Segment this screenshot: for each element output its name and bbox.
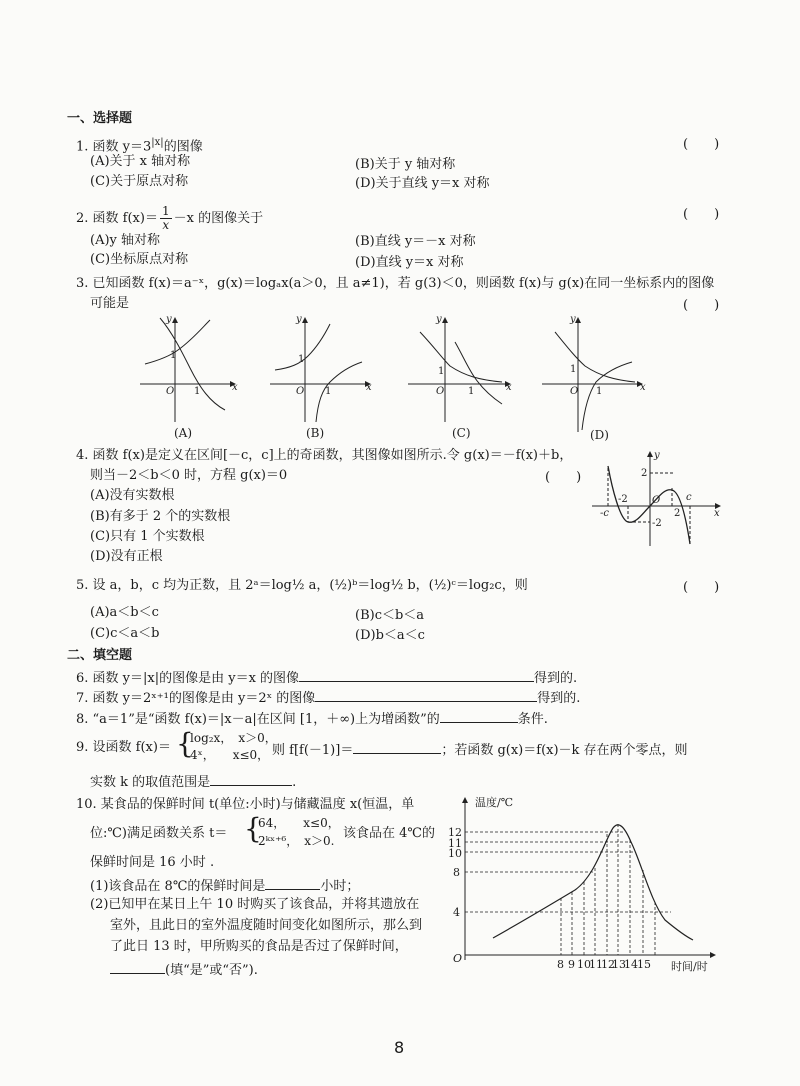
xtick-12: 12	[601, 958, 615, 971]
q10-brace: {	[244, 812, 262, 845]
question-5-stem: 5. 设 a，b，c 均为正数，且 2ᵃ＝log½ a，(½)ᵇ＝log½ b，(½)ᶜ＝log₂c，则	[76, 578, 528, 593]
q1-option-b: (B)关于 y 轴对称	[355, 157, 456, 172]
question-1-stem: 1. 函数 $y=3^{|x|}$的图像	[76, 137, 203, 155]
q4-label-2: 2	[641, 468, 648, 479]
question-9-part: 则 f[f(－1)]＝ ；若函数 g(x)＝f(x)－k 存在两个零点，则	[272, 740, 688, 759]
question-4-stem-2: 则当－2＜b＜0 时，方程 g(x)＝0	[90, 468, 288, 483]
q4-option-c: (C)只有 1 个实数根	[90, 529, 205, 544]
q3a-origin: O	[166, 386, 175, 397]
q2-option-d: (D)直线 y＝x 对称	[355, 255, 464, 270]
question-10-part2-l1: (2)已知甲在某日上午 10 时购买了该食品，并将其遗放在	[90, 897, 420, 912]
q3d-axis-x: x	[640, 382, 646, 393]
q1-option-c: (C)关于原点对称	[90, 174, 189, 189]
q3c-axis-x: x	[506, 382, 512, 393]
q3d-one-x: 1	[596, 386, 603, 397]
q10-answer-blank-2[interactable]	[110, 960, 165, 974]
q3-label-b: (B)	[306, 426, 325, 440]
question-10-part2-l3: 了此日 13 时，甲所购买的食品是否过了保鲜时间，	[110, 939, 408, 954]
chart-ylabel: 温度/℃	[475, 796, 514, 809]
q9-case-1: log₂x， x＞0，	[190, 731, 277, 745]
xtick-15: 15	[637, 958, 651, 971]
chart-origin: O	[453, 952, 463, 965]
q9-answer-blank-1[interactable]	[353, 740, 441, 754]
chart-xlabel: 时间/时	[671, 960, 708, 973]
q5-option-b: (B)c＜b＜a	[355, 608, 425, 623]
ytick-12: 12	[448, 826, 462, 839]
section-title-fill: 二、填空题	[67, 648, 133, 663]
question-4-stem: 4. 函数 f(x)是定义在区间[－c，c]上的奇函数，其图像如图所示.令 g(x)＝－f(x)＋b，	[76, 448, 573, 463]
q2-option-a: (A)y 轴对称	[90, 233, 161, 248]
question-6: 6. 函数 y＝|x|的图像是由 y＝x 的图像 得到的.	[76, 668, 577, 687]
question-8: 8. “a＝1”是“函数 f(x)＝|x－a|在区间 [1，＋∞)上为增函数”的 条件.	[76, 709, 548, 728]
q3-graphs	[130, 312, 730, 442]
q10-case-1: 64， x≤0，	[258, 816, 340, 830]
q4-axis-x: x	[714, 508, 720, 519]
q4-origin: O	[652, 495, 661, 506]
q8-answer-blank[interactable]	[440, 709, 518, 723]
q10-answer-blank-1[interactable]	[265, 876, 320, 890]
q4-graph	[590, 448, 725, 548]
question-3-stem-2: 可能是	[90, 296, 130, 311]
q4-label-neg-c: -c	[600, 508, 609, 519]
question-1-answer-paren: ( )	[683, 137, 720, 152]
q4-option-d: (D)没有正根	[90, 549, 163, 564]
xtick-8: 8	[557, 958, 564, 971]
question-10-line1: 10. 某食品的保鲜时间 t(单位:小时)与储藏温度 x(恒温，单	[76, 797, 415, 812]
q9-answer-blank-2[interactable]	[210, 772, 292, 786]
q3b-one-x: 1	[325, 386, 332, 397]
temperature-chart	[445, 790, 725, 975]
q3c-origin: O	[436, 386, 445, 397]
q4-option-a: (A)没有实数根	[90, 488, 175, 503]
xtick-9: 9	[568, 958, 575, 971]
q6-answer-blank[interactable]	[299, 668, 534, 682]
question-5-answer-paren: ( )	[683, 580, 720, 595]
q3a-axis-y: y	[166, 314, 172, 325]
q3d-origin: O	[570, 386, 579, 397]
ytick-4: 4	[453, 906, 460, 919]
question-9-stem: 9. 设函数 f(x)＝	[76, 740, 171, 755]
q3-label-a: (A)	[174, 426, 193, 440]
q5-option-d: (D)b＜a＜c	[355, 628, 425, 643]
q3b-one-y: 1	[298, 354, 305, 365]
q4-label-c: c	[686, 492, 692, 503]
q4-option-b: (B)有多于 2 个的实数根	[90, 509, 231, 524]
q5-option-a: (A)a＜b＜c	[90, 605, 159, 620]
q4-label-2-x: 2	[674, 508, 681, 519]
q9-brace: {	[176, 727, 194, 760]
question-9-line2: 实数 k 的取值范围是 .	[90, 772, 296, 791]
xtick-14: 14	[624, 958, 638, 971]
xtick-10: 10	[577, 958, 591, 971]
question-10-part1: (1)该食品在 8℃的保鲜时间是 小时；	[90, 876, 359, 895]
question-3-answer-paren: ( )	[683, 298, 720, 313]
q4-axis-y: y	[654, 450, 660, 461]
ytick-8: 8	[453, 866, 460, 879]
question-2-stem: 2. 函数 f(x)＝ $\frac{1}{x}$ －x 的图像关于	[76, 204, 264, 232]
q3c-one-y: 1	[438, 366, 445, 377]
q3a-one-y: 1	[170, 350, 177, 361]
q3c-one-x: 1	[468, 386, 475, 397]
question-10-line2: 位:℃)满足函数关系 t＝	[90, 826, 228, 841]
ytick-11: 11	[448, 837, 462, 850]
q2-option-b: (B)直线 y＝－x 对称	[355, 234, 476, 249]
q4-label-neg2-x: -2	[618, 494, 628, 505]
q3d-axis-y: y	[570, 314, 576, 325]
q3d-one-y: 1	[570, 364, 577, 375]
q3a-axis-x: x	[232, 382, 238, 393]
ytick-10: 10	[448, 847, 462, 860]
question-3-stem: 3. 已知函数 f(x)＝a⁻ˣ，g(x)＝logₐx(a＞0，且 a≠1)，若 g(3)＜0，则函数 f(x)与 g(x)在同一坐标系内的图像	[76, 276, 715, 291]
question-10-part2-l2: 室外，且此日的室外温度随时间变化如图所示，那么到	[110, 918, 423, 933]
q3b-axis-y: y	[296, 314, 302, 325]
q2-option-c: (C)坐标原点对称	[90, 252, 189, 267]
xtick-13: 13	[612, 958, 626, 971]
xtick-11: 11	[589, 958, 603, 971]
q5-option-c: (C)c＜a＜b	[90, 626, 160, 641]
q4-label-neg2-y: -2	[652, 518, 662, 529]
q3-label-d: (D)	[590, 428, 609, 442]
question-10-line3: 保鲜时间是 16 小时 .	[90, 855, 215, 870]
q10-case-2: 2ᵏˣ⁺⁶， x＞0.	[258, 834, 335, 848]
q3a-one-x: 1	[194, 386, 201, 397]
question-10-line2b: 该食品在 4℃的	[343, 826, 435, 841]
section-title-choice: 一、选择题	[67, 111, 133, 126]
q3b-axis-x: x	[366, 382, 372, 393]
question-4-answer-paren: ( )	[545, 470, 582, 485]
page-number: 8	[394, 1038, 405, 1057]
q9-case-2: 4ˣ， x≤0，	[190, 748, 270, 762]
question-7: 7. 函数 y＝2ˣ⁺¹的图像是由 y＝2ˣ 的图像 得到的.	[76, 688, 580, 707]
q3b-origin: O	[296, 386, 305, 397]
q3c-axis-y: y	[436, 314, 442, 325]
q7-answer-blank[interactable]	[315, 688, 537, 702]
question-2-answer-paren: ( )	[683, 207, 720, 222]
question-10-part2-l4: (填“是”或“否”).	[110, 960, 258, 979]
q3-label-c: (C)	[452, 426, 471, 440]
q1-option-d: (D)关于直线 y＝x 对称	[355, 176, 490, 191]
q1-option-a: (A)关于 x 轴对称	[90, 154, 191, 169]
